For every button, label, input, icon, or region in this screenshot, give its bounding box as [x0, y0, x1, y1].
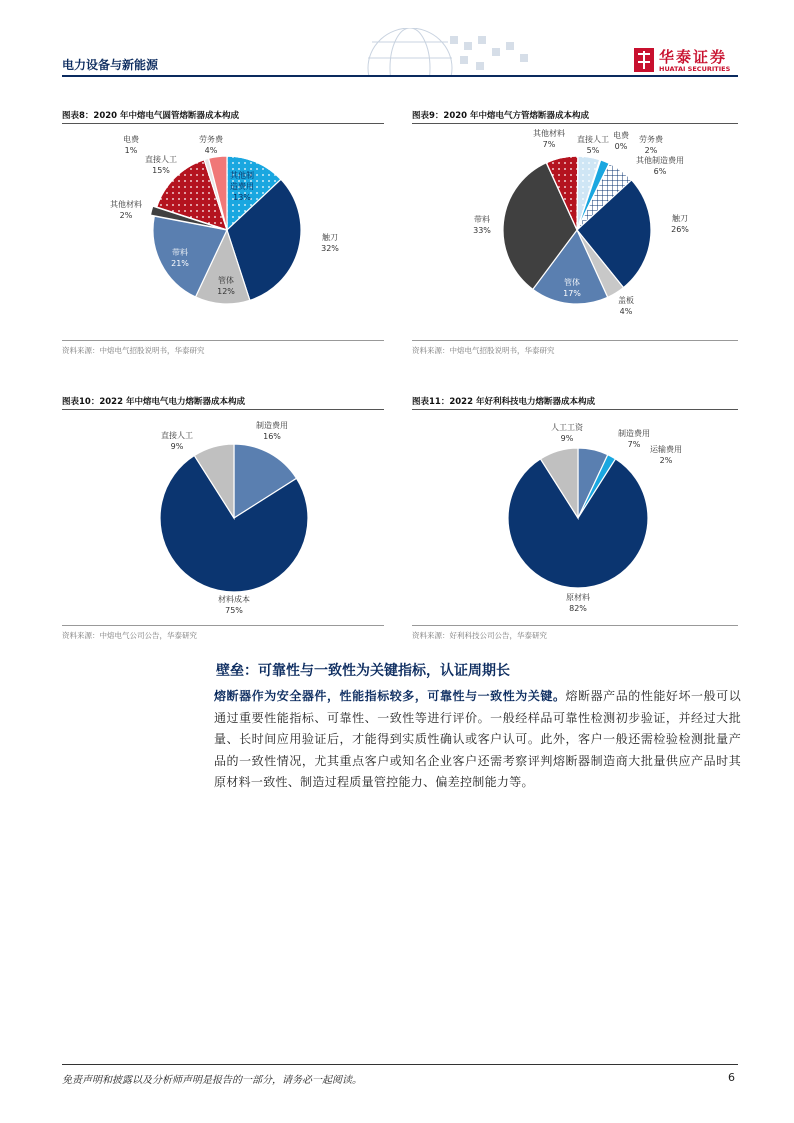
figure-11-source: 资料来源：好利科技公司公告，华泰研究: [412, 631, 547, 640]
pie-label-其他制造费用: 其他制造费用 6%: [636, 156, 684, 176]
pie-label-带料: 带料 33%: [473, 215, 491, 235]
figure-8-bottom-rule: [62, 340, 384, 341]
pie-label-制造费用: 制造费用 7%: [618, 429, 650, 449]
pie-label-电费: 电费 1%: [123, 135, 139, 155]
page-number: 6: [728, 1071, 735, 1084]
logo-text-en: HUATAI SECURITIES: [659, 65, 731, 73]
figure-11-title: 图表11：2022 年好利科技电力熔断器成本构成: [412, 397, 595, 407]
figure-9-source: 资料来源：中熔电气招股说明书，华泰研究: [412, 346, 555, 355]
pie-label-直接人工: 直接人工 15%: [145, 155, 177, 175]
pie-label-其他材料: 其他材料 7%: [533, 129, 565, 149]
figure-8-pie-chart: [62, 130, 384, 340]
pie-label-管体: 管体 12%: [217, 276, 235, 296]
figure-10-title: 图表10：2022 年中熔电气电力熔断器成本构成: [62, 397, 245, 407]
pie-label-制造费用: 制造费用 16%: [256, 421, 288, 441]
header-globe-decoration: [300, 28, 600, 76]
pie-label-管体: 管体 17%: [563, 278, 581, 298]
figure-11-top-rule: [412, 409, 738, 410]
figure-9-bottom-rule: [412, 340, 738, 341]
pie-label-材料成本: 材料成本 75%: [218, 595, 250, 615]
pie-label-人工工资: 人工工资 9%: [551, 423, 583, 443]
footer-rule: [62, 1064, 738, 1065]
body-text: 熔断器产品的性能好坏一般可以通过重要性能指标、可靠性、一致性等进行评价。一般经样品可靠性检测初步验证，并经过大批量、长时间应用验证后，才能得到实质性确认或客户认可。此外，客户一般还需检验检测批量产品的一致性情况，尤其重点客户或知名企业客户还需考察评判熔断器制造商大批量供应产品时其原材料一致性、制造过程质量管控能力、偏差控制能力等。: [214, 689, 741, 789]
figure-11-pie-chart: [412, 412, 738, 624]
figure-8-title: 图表8：2020 年中熔电气圆管熔断器成本构成: [62, 111, 240, 121]
figure-10-bottom-rule: [62, 625, 384, 626]
pie-label-其他材料: 其他材料 2%: [110, 200, 142, 220]
pie-label-劳务费: 劳务费 4%: [199, 135, 223, 155]
header-rule: [62, 75, 738, 77]
figure-8-source: 资料来源：中熔电气招股说明书，华泰研究: [62, 346, 205, 355]
huatai-logo-mark-icon: [632, 46, 656, 74]
figure-11-bottom-rule: [412, 625, 738, 626]
figure-10-source: 资料来源：中熔电气公司公告，华泰研究: [62, 631, 197, 640]
figure-9-pie-chart: [412, 130, 738, 340]
pie-label-触刀: 触刀 26%: [671, 214, 689, 234]
body-paragraph: [214, 686, 741, 794]
logo-text-cn: 华泰证券: [659, 48, 728, 66]
pie-label-触刀: 触刀 32%: [321, 233, 339, 253]
pie-label-劳务费: 劳务费 2%: [639, 135, 663, 155]
pie-label-直接人工: 直接人工 9%: [161, 431, 193, 451]
figure-9-title: 图表9：2020 年中熔电气方管熔断器成本构成: [412, 111, 590, 121]
figure-8-top-rule: [62, 123, 384, 124]
figure-9-top-rule: [412, 123, 738, 124]
pie-label-带料: 带料 21%: [171, 248, 189, 268]
pie-label-直接人工: 直接人工 5%: [577, 135, 609, 155]
figure-10-pie-chart: [62, 412, 384, 624]
huatai-logo: [632, 46, 742, 76]
pie-label-运输费用: 运输费用 2%: [650, 445, 682, 465]
header-section-title: 电力设备与新能源: [62, 58, 159, 72]
pie-label-其他制造费用: 其他制造费用 13%: [230, 171, 254, 202]
body-lead-sentence: 熔断器作为安全器件，性能指标较多，可靠性与一致性为关键。: [214, 689, 566, 703]
footer-disclaimer: 免责声明和披露以及分析师声明是报告的一部分，请务必一起阅读。: [62, 1075, 362, 1086]
figure-10-top-rule: [62, 409, 384, 410]
pie-label-原材料: 原材料 82%: [566, 593, 590, 613]
section-heading: 壁垒：可靠性与一致性为关键指标，认证周期长: [216, 663, 510, 679]
pie-label-电费: 电费 0%: [613, 131, 629, 151]
pie-label-盖板: 盖板 4%: [618, 296, 634, 316]
